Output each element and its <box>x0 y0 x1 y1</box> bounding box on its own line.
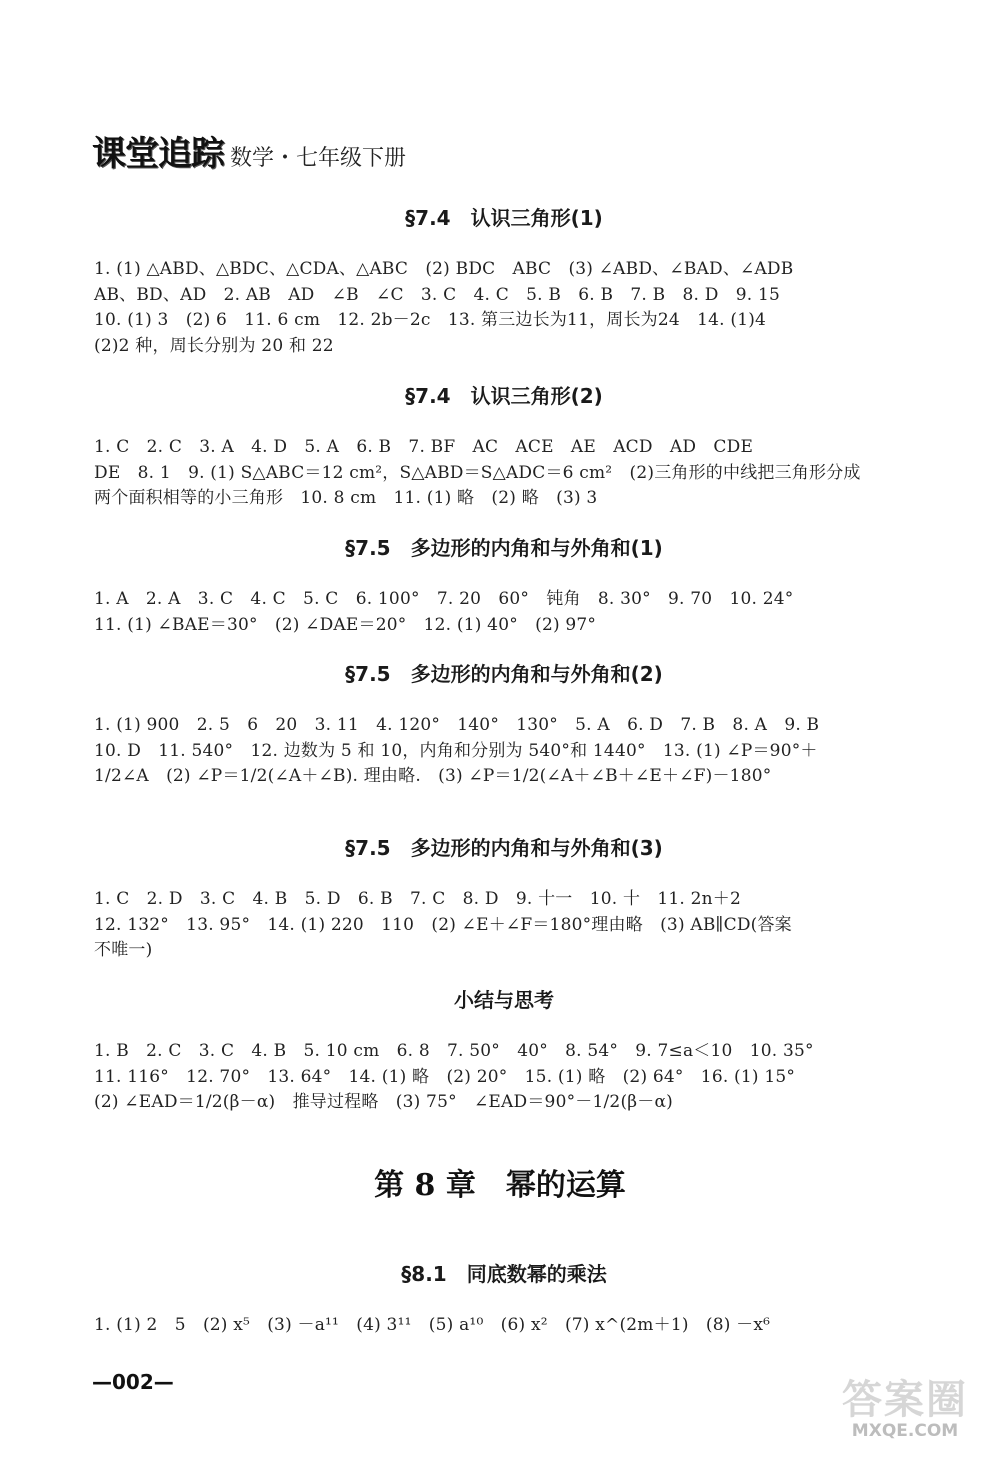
watermark-top: 答案圈 <box>842 1377 968 1423</box>
answer-line: 12. 132° 13. 95° 14. (1) 220 110 (2) ∠E＋∠F＝180°理由略 (3) AB∥CD(答案 <box>94 914 792 935</box>
section-title: §7.5 多边形的内角和与外角和(3) <box>345 836 663 860</box>
answer-line: 1. (1) △ABD、△BDC、△CDA、△ABC (2) BDC ABC (3) ∠ABD、∠BAD、∠ADB <box>94 259 794 279</box>
answer-line: 10. (1) 3 (2) 6 11. 6 cm 12. 2b－2c 13. 第三边长为11，周长为24 14. (1)4 <box>94 310 767 330</box>
section-7-5-1 <box>94 532 914 638</box>
watermark-logo <box>840 1368 970 1448</box>
answer-line: 10. D 11. 540° 12. 边数为 5 和 10，内角和分别为 540°和 1440° 13. (1) ∠P＝90°＋ <box>94 740 818 761</box>
book-subject: 数学・七年级下册 <box>230 146 407 171</box>
section-7-5-3 <box>94 832 914 964</box>
section-title: §7.5 多边形的内角和与外角和(2) <box>345 662 663 686</box>
section-7-4-1 <box>94 202 914 359</box>
answer-line: 不唯一) <box>94 940 153 960</box>
section-7-5-2 <box>94 658 914 790</box>
answer-line: DE 8. 1 9. (1) S△ABC＝12 cm²，S△ABD＝S△ADC＝6 cm² (2)三角形的中线把三角形分成 <box>94 462 861 483</box>
answer-line: 1. C 2. D 3. C 4. B 5. D 6. B 7. C 8. D 9. 十一 10. 十 11. 2n＋2 <box>94 889 741 909</box>
section-title: 小结与思考 <box>454 988 554 1012</box>
chapter-title: 第 8 章 幂的运算 <box>374 1168 626 1203</box>
page-header <box>92 126 406 175</box>
section-7-4-2 <box>94 380 914 512</box>
answer-line: 1. A 2. A 3. C 4. C 5. C 6. 100° 7. 20 60° 钝角 8. 30° 9. 70 10. 24° <box>94 589 794 609</box>
watermark-bottom: MXQE.COM <box>851 1421 959 1441</box>
section-title: §7.4 认识三角形(2) <box>405 384 603 408</box>
answer-line: 1. (1) 900 2. 5 6 20 3. 11 4. 120° 140° 130° 5. A 6. D 7. B 8. A 9. B <box>94 715 820 735</box>
answer-line: (2) ∠EAD＝1/2(β－α) 推导过程略 (3) 75° ∠EAD＝90°－1/2(β－α) <box>94 1092 674 1112</box>
answer-line: 11. 116° 12. 70° 13. 64° 14. (1) 略 (2) 20° 15. (1) 略 (2) 64° 16. (1) 15° <box>94 1066 796 1087</box>
answer-line: 1. (1) 2 5 (2) x⁵ (3) －a¹¹ (4) 3¹¹ (5) a¹⁰ (6) x² (7) x^(2m＋1) (8) －x⁶ <box>94 1315 771 1335</box>
answer-line: 两个面积相等的小三角形 10. 8 cm 11. (1) 略 (2) 略 (3) 3 <box>94 488 598 508</box>
page-number: —002— <box>92 1370 174 1394</box>
section-8-1 <box>94 1258 914 1339</box>
answer-line: 1. C 2. C 3. A 4. D 5. A 6. B 7. BF AC ACE AE ACD AD CDE <box>94 437 754 457</box>
section-title: §7.4 认识三角形(1) <box>405 206 603 230</box>
answer-line: 1. B 2. C 3. C 4. B 5. 10 cm 6. 8 7. 50° 40° 8. 54° 9. 7≤a＜10 10. 35° <box>94 1041 814 1061</box>
section-summary <box>94 984 914 1116</box>
section-title: §8.1 同底数幂的乘法 <box>401 1262 607 1286</box>
answer-line: 11. (1) ∠BAE＝30° (2) ∠DAE＝20° 12. (1) 40° (2) 97° <box>94 614 597 635</box>
section-title: §7.5 多边形的内角和与外角和(1) <box>345 536 663 560</box>
answer-line: AB、BD、AD 2. AB AD ∠B ∠C 3. C 4. C 5. B 6. B 7. B 8. D 9. 15 <box>94 284 781 305</box>
brand-logo: 课堂追踪 <box>92 134 224 174</box>
answer-line: (2)2 种，周长分别为 20 和 22 <box>94 335 334 356</box>
answer-line: 1/2∠A (2) ∠P＝1/2(∠A＋∠B). 理由略. (3) ∠P＝1/2(∠A＋∠B＋∠E＋∠F)－180° <box>94 766 772 786</box>
